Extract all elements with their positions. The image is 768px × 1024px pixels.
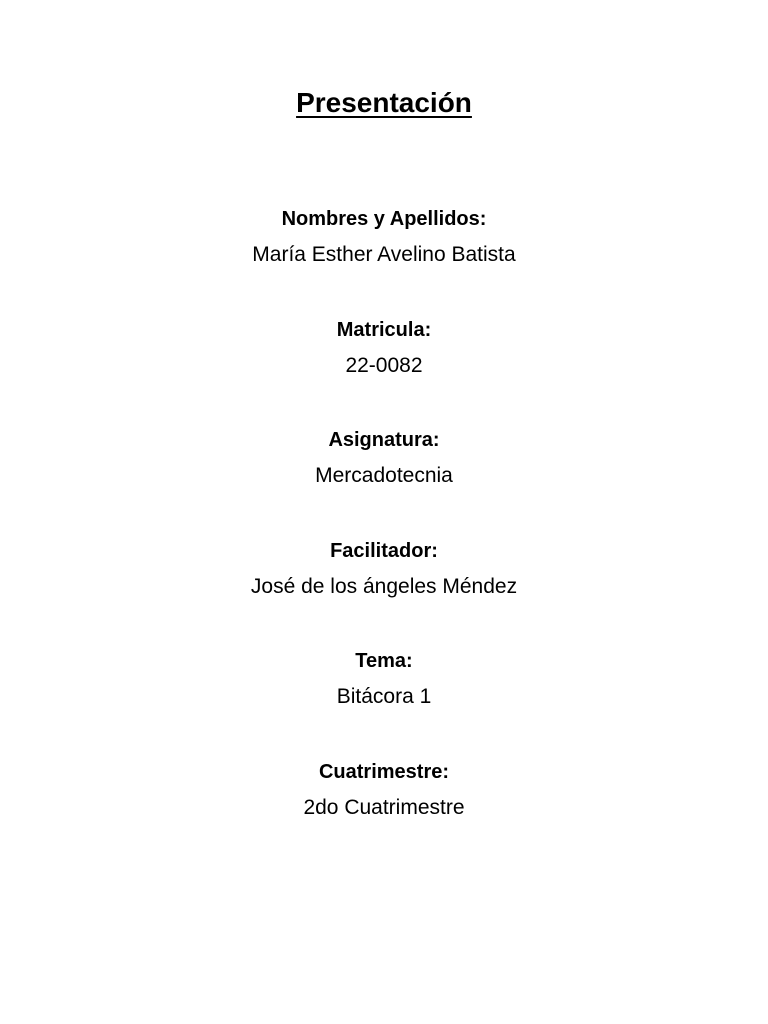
field-value-cuatrimestre: 2do Cuatrimestre (303, 796, 465, 819)
field-value-asignatura: Mercadotecnia (315, 464, 453, 487)
field-cuatrimestre (0, 760, 768, 821)
field-value-tema: Bitácora 1 (336, 685, 432, 708)
field-value-facilitador: José de los ángeles Méndez (250, 575, 518, 598)
field-label-tema: Tema: (355, 650, 413, 672)
field-matricula (0, 318, 768, 379)
page-title: Presentación (296, 87, 472, 118)
field-nombres (0, 207, 768, 268)
field-label-asignatura: Asignatura: (328, 429, 440, 451)
field-facilitador (0, 539, 768, 600)
field-value-nombres: María Esther Avelino Batista (252, 243, 516, 266)
field-label-matricula: Matricula: (336, 319, 432, 341)
field-tema (0, 649, 768, 710)
field-label-nombres: Nombres y Apellidos: (281, 208, 487, 230)
page-title-container (0, 85, 768, 121)
field-label-facilitador: Facilitador: (330, 540, 438, 562)
field-label-cuatrimestre: Cuatrimestre: (318, 761, 450, 783)
field-value-matricula: 22-0082 (345, 354, 423, 377)
field-asignatura (0, 428, 768, 489)
